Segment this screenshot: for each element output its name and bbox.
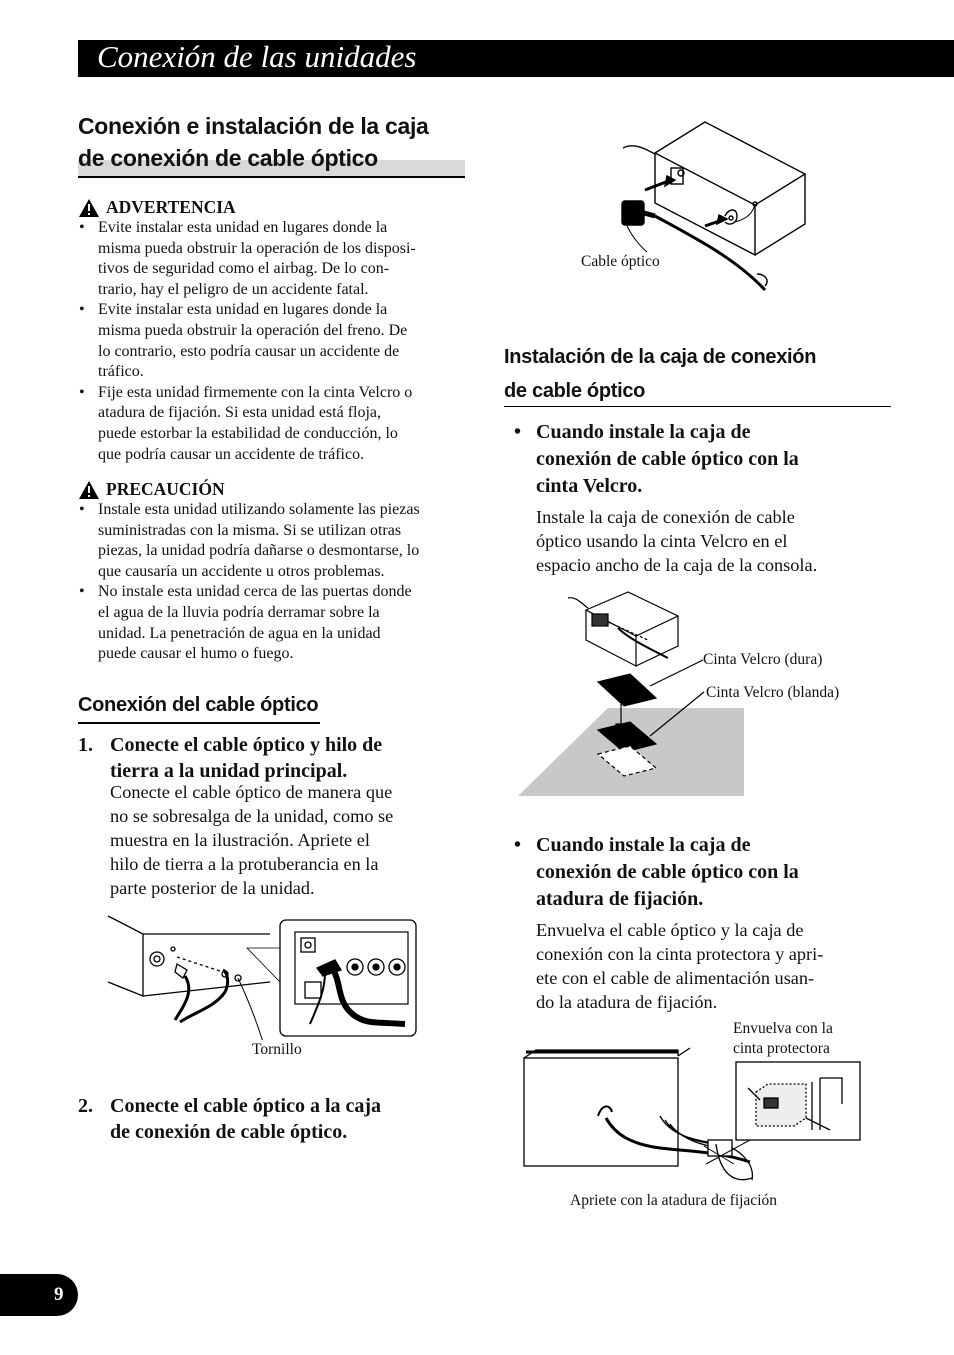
- wrap-label: Envuelva con la cinta protectora: [733, 1020, 833, 1057]
- caution-block: [78, 479, 473, 665]
- warning-triangle-icon: [78, 198, 100, 218]
- step2-number: 2.: [78, 1095, 93, 1117]
- caution-label: PRECAUCIÓN: [106, 479, 225, 499]
- tie-bullet: •: [514, 834, 522, 856]
- tornillo-caption: Tornillo: [252, 1041, 302, 1058]
- warning-block: [78, 197, 473, 465]
- page-number: 9: [54, 1284, 64, 1305]
- caution-heading: [78, 479, 473, 500]
- page-header-title: Conexión de las unidades: [97, 39, 417, 74]
- step1-number: 1.: [78, 734, 93, 756]
- section-title-line2: de conexión de cable óptico: [78, 145, 378, 171]
- section-title: [78, 110, 429, 174]
- step1-title: Conecte el cable óptico y hilo de tierra a la unidad principal.: [110, 734, 383, 782]
- tie-body: Envuelva el cable óptico y la caja de conexión con la cinta protectora y apri- ete con el cable de alimentación usan- do la atadura de fijación.: [536, 920, 824, 1012]
- section-title-line1: Conexión e instalación de la caja: [78, 113, 429, 139]
- fixing-tie-illustration: [520, 1044, 862, 1192]
- warning-item: • Evite instalar esta unidad en lugares donde la misma pueda obstruir la operación del freno. De lo contrario, esto podría causar un accidente de tráfico.: [78, 300, 473, 382]
- instalacion-title: Instalación de la caja de conexión de cable óptico: [504, 346, 817, 402]
- ground-wire-illustration: [105, 912, 423, 1040]
- warning-list: [78, 218, 473, 465]
- step1-body: Conecte el cable óptico de manera que no se sobresalga de la unidad, como se muestra en la ilustración. Apriete el hilo de tierra a la protuberancia en la parte posterior de la unidad.: [110, 782, 394, 898]
- velcro-title: Cuando instale la caja de conexión de cable óptico con la cinta Velcro.: [536, 421, 799, 497]
- velcro-bullet: •: [514, 421, 522, 443]
- cable-optico-caption: Cable óptico: [581, 253, 660, 270]
- warning-item: • Evite instalar esta unidad en lugares donde la misma pueda obstruir la operación de los disposi- tivos de seguridad como el airbag. De lo con- trario, hay el peligro de un accidente fatal.: [78, 218, 473, 300]
- tie-title: Cuando instale la caja de conexión de cable óptico con la atadura de fijación.: [536, 834, 799, 910]
- section-title-rule: [78, 176, 465, 178]
- caution-item: • Instale esta unidad utilizando solamente las piezas suministradas con la misma. Si se utilizan otras piezas, la unidad podría dañarse o desmontarse, lo que causaría un accidente u otros problemas.: [78, 500, 473, 582]
- conexion-title: Conexión del cable óptico: [78, 688, 320, 724]
- caution-item: • No instale esta unidad cerca de las puertas donde el agua de la lluvia podría derramar sobre la unidad. La penetración de agua en la unidad puede causar el humo o fuego.: [78, 582, 473, 664]
- warning-heading: [78, 197, 473, 218]
- page-number-tab: [0, 1274, 78, 1316]
- velcro-body: Instale la caja de conexión de cable óptico usando la cinta Velcro en el espacio ancho de la caja de la consola.: [536, 507, 818, 575]
- velcro-hard-label: Cinta Velcro (dura): [703, 651, 823, 668]
- caution-list: [78, 500, 473, 665]
- warning-label: ADVERTENCIA: [106, 197, 236, 217]
- velcro-soft-label: Cinta Velcro (blanda): [706, 684, 840, 701]
- caution-triangle-icon: [78, 480, 100, 500]
- optical-box-illustration: [605, 118, 815, 298]
- instalacion-rule: [504, 406, 891, 407]
- step2-title: Conecte el cable óptico a la caja de conexión de cable óptico.: [110, 1095, 382, 1143]
- tighten-label: Apriete con la atadura de fijación: [570, 1192, 777, 1209]
- warning-item: • Fije esta unidad firmemente con la cinta Velcro o atadura de fijación. Si esta unidad está floja, puede estorbar la estabilidad de conducción, lo que podría causar un accidente de tráfico.: [78, 383, 473, 465]
